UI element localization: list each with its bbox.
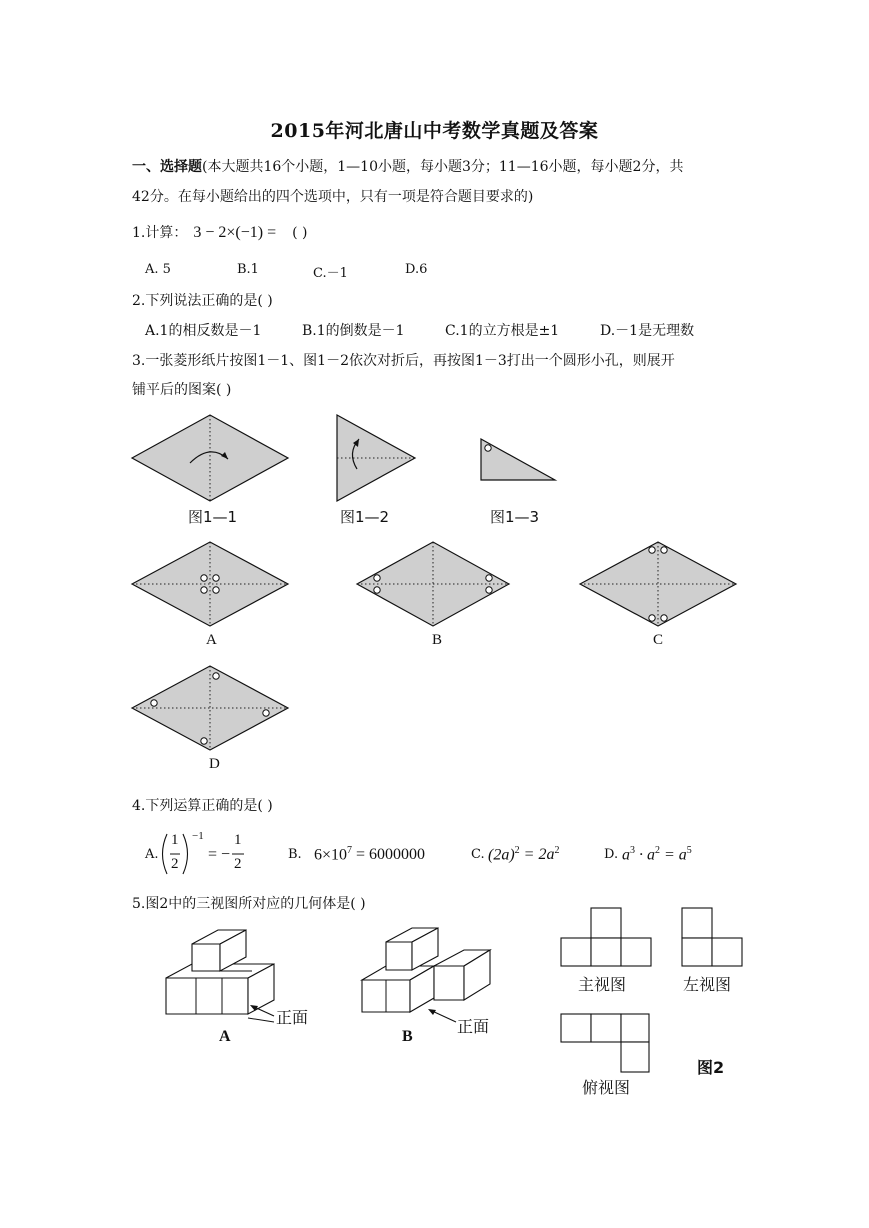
q1-option-a: A. 5	[145, 262, 171, 277]
fig-1-3-small-triangle	[481, 439, 557, 481]
q2-option-a: A.1的相反数是－1	[145, 323, 262, 339]
section-heading: 一、选择题	[132, 159, 202, 175]
q4-option-d-e2: 2	[655, 845, 660, 856]
q3-option-b-label: B	[432, 632, 443, 648]
q4-option-b-exp: 7	[347, 845, 353, 856]
q3-stem-line2: 铺平后的图案( )	[132, 382, 232, 398]
q4-option-a-prefix: A.	[145, 847, 159, 862]
q3-option-d-figure	[132, 666, 288, 750]
q4-option-d-eq: = a	[660, 846, 687, 864]
q4-option-d-expr	[622, 845, 692, 864]
q4-option-d-prefix: D.	[604, 847, 619, 862]
q1-stem-label: 1.计算：	[132, 225, 188, 241]
q4-option-b-base: 6×10	[314, 846, 348, 864]
fig-1-1-caption: 图1—1	[188, 508, 238, 526]
fig-1-1-rhombus	[132, 415, 288, 501]
q4-option-c-prefix: C.	[471, 847, 485, 862]
q5-main-view-figure	[561, 906, 653, 968]
q5-solid-b-front-label: 正面	[457, 1017, 490, 1036]
q4-option-a-num: 1	[171, 832, 179, 848]
q1-option-c: C.－1	[313, 266, 348, 281]
q5-left-view-label: 左视图	[683, 975, 732, 994]
q4-option-a-rhs: = −	[208, 846, 231, 863]
q4-option-c-base: (2a)	[488, 846, 515, 864]
q2-option-d: D.－1是无理数	[600, 323, 695, 339]
q3-option-a-label: A	[206, 632, 217, 648]
q3-option-d-label: D	[209, 756, 220, 772]
fig-1-3-caption: 图1—3	[490, 508, 540, 526]
q3-option-a-figure	[132, 542, 288, 626]
q4-option-d-dot: · a	[635, 846, 655, 864]
section-intro-line2: 42分。在每小题给出的四个选项中，只有一项是符合题目要求的)	[132, 189, 534, 205]
fig-1-2-caption: 图1—2	[340, 508, 390, 526]
q5-main-view-label: 主视图	[578, 975, 627, 994]
q4-option-b-rhs: = 6000000	[356, 846, 426, 864]
q1-stem	[132, 222, 307, 242]
q5-solid-a-front-label: 正面	[276, 1008, 309, 1027]
q4-option-a-rhs-den: 2	[234, 856, 242, 872]
q3-stem-line1: 3.一张菱形纸片按图1－1、图1－2依次对折后，再按图1－3打出一个圆形小孔，则展开	[132, 353, 675, 369]
q4-option-b-prefix: B.	[288, 847, 302, 862]
q3-option-b-figure	[357, 542, 509, 626]
q5-solid-b-arrow	[428, 1008, 458, 1026]
q5-top-view-label: 俯视图	[582, 1078, 631, 1097]
q4-option-a-exponent: −1	[192, 830, 204, 842]
section-intro-text: (本大题共16个小题，1—10小题，每小题3分；11—16小题，每小题2分，共	[202, 159, 684, 175]
q2-option-c: C.1的立方根是±1	[445, 323, 560, 339]
q1-option-d: D.6	[405, 262, 428, 277]
q1-option-b: B.1	[237, 262, 259, 277]
q4-option-d-e3: 5	[686, 845, 692, 856]
q4-option-c-rhs-exp: 2	[554, 845, 560, 856]
q1-answer-paren: ( )	[292, 225, 308, 241]
q4-option-a-den: 2	[171, 856, 179, 872]
q4-option-c-rhs: = 2a	[523, 846, 555, 864]
q5-top-view-figure	[561, 1012, 653, 1074]
q4-option-c-exp: 2	[514, 845, 520, 856]
q4-option-d-a: a	[622, 846, 630, 864]
fig-1-2-triangle	[337, 415, 415, 501]
q4-option-d-e1: 3	[630, 845, 635, 856]
q3-option-c-label: C	[653, 632, 664, 648]
q3-option-c-figure	[580, 542, 736, 626]
q2-option-b: B.1的倒数是－1	[302, 323, 405, 339]
section-intro-line1	[132, 156, 683, 176]
q1-expression: 3 − 2×(−1) =	[193, 224, 277, 241]
q4-option-c-expr	[488, 845, 559, 864]
q5-solid-a-arrow	[250, 1004, 276, 1020]
q5-solid-a-label: A	[219, 1028, 231, 1045]
q4-option-a-rhs-num: 1	[234, 832, 242, 848]
q4-stem: 4.下列运算正确的是( )	[132, 798, 273, 814]
q5-left-view-figure	[680, 906, 744, 968]
q5-solid-b-figure	[360, 922, 496, 1022]
q5-stem: 5.图2中的三视图所对应的几何体是( )	[132, 896, 366, 912]
q5-figure-caption: 图2	[697, 1058, 725, 1077]
q4-option-b-expr	[314, 845, 425, 864]
q4-option-a-rhs-bar	[232, 853, 244, 855]
q2-stem: 2.下列说法正确的是( )	[132, 293, 273, 309]
page-title: 2015年河北唐山中考数学真题及答案	[270, 120, 599, 142]
q5-solid-b-label: B	[402, 1028, 413, 1045]
